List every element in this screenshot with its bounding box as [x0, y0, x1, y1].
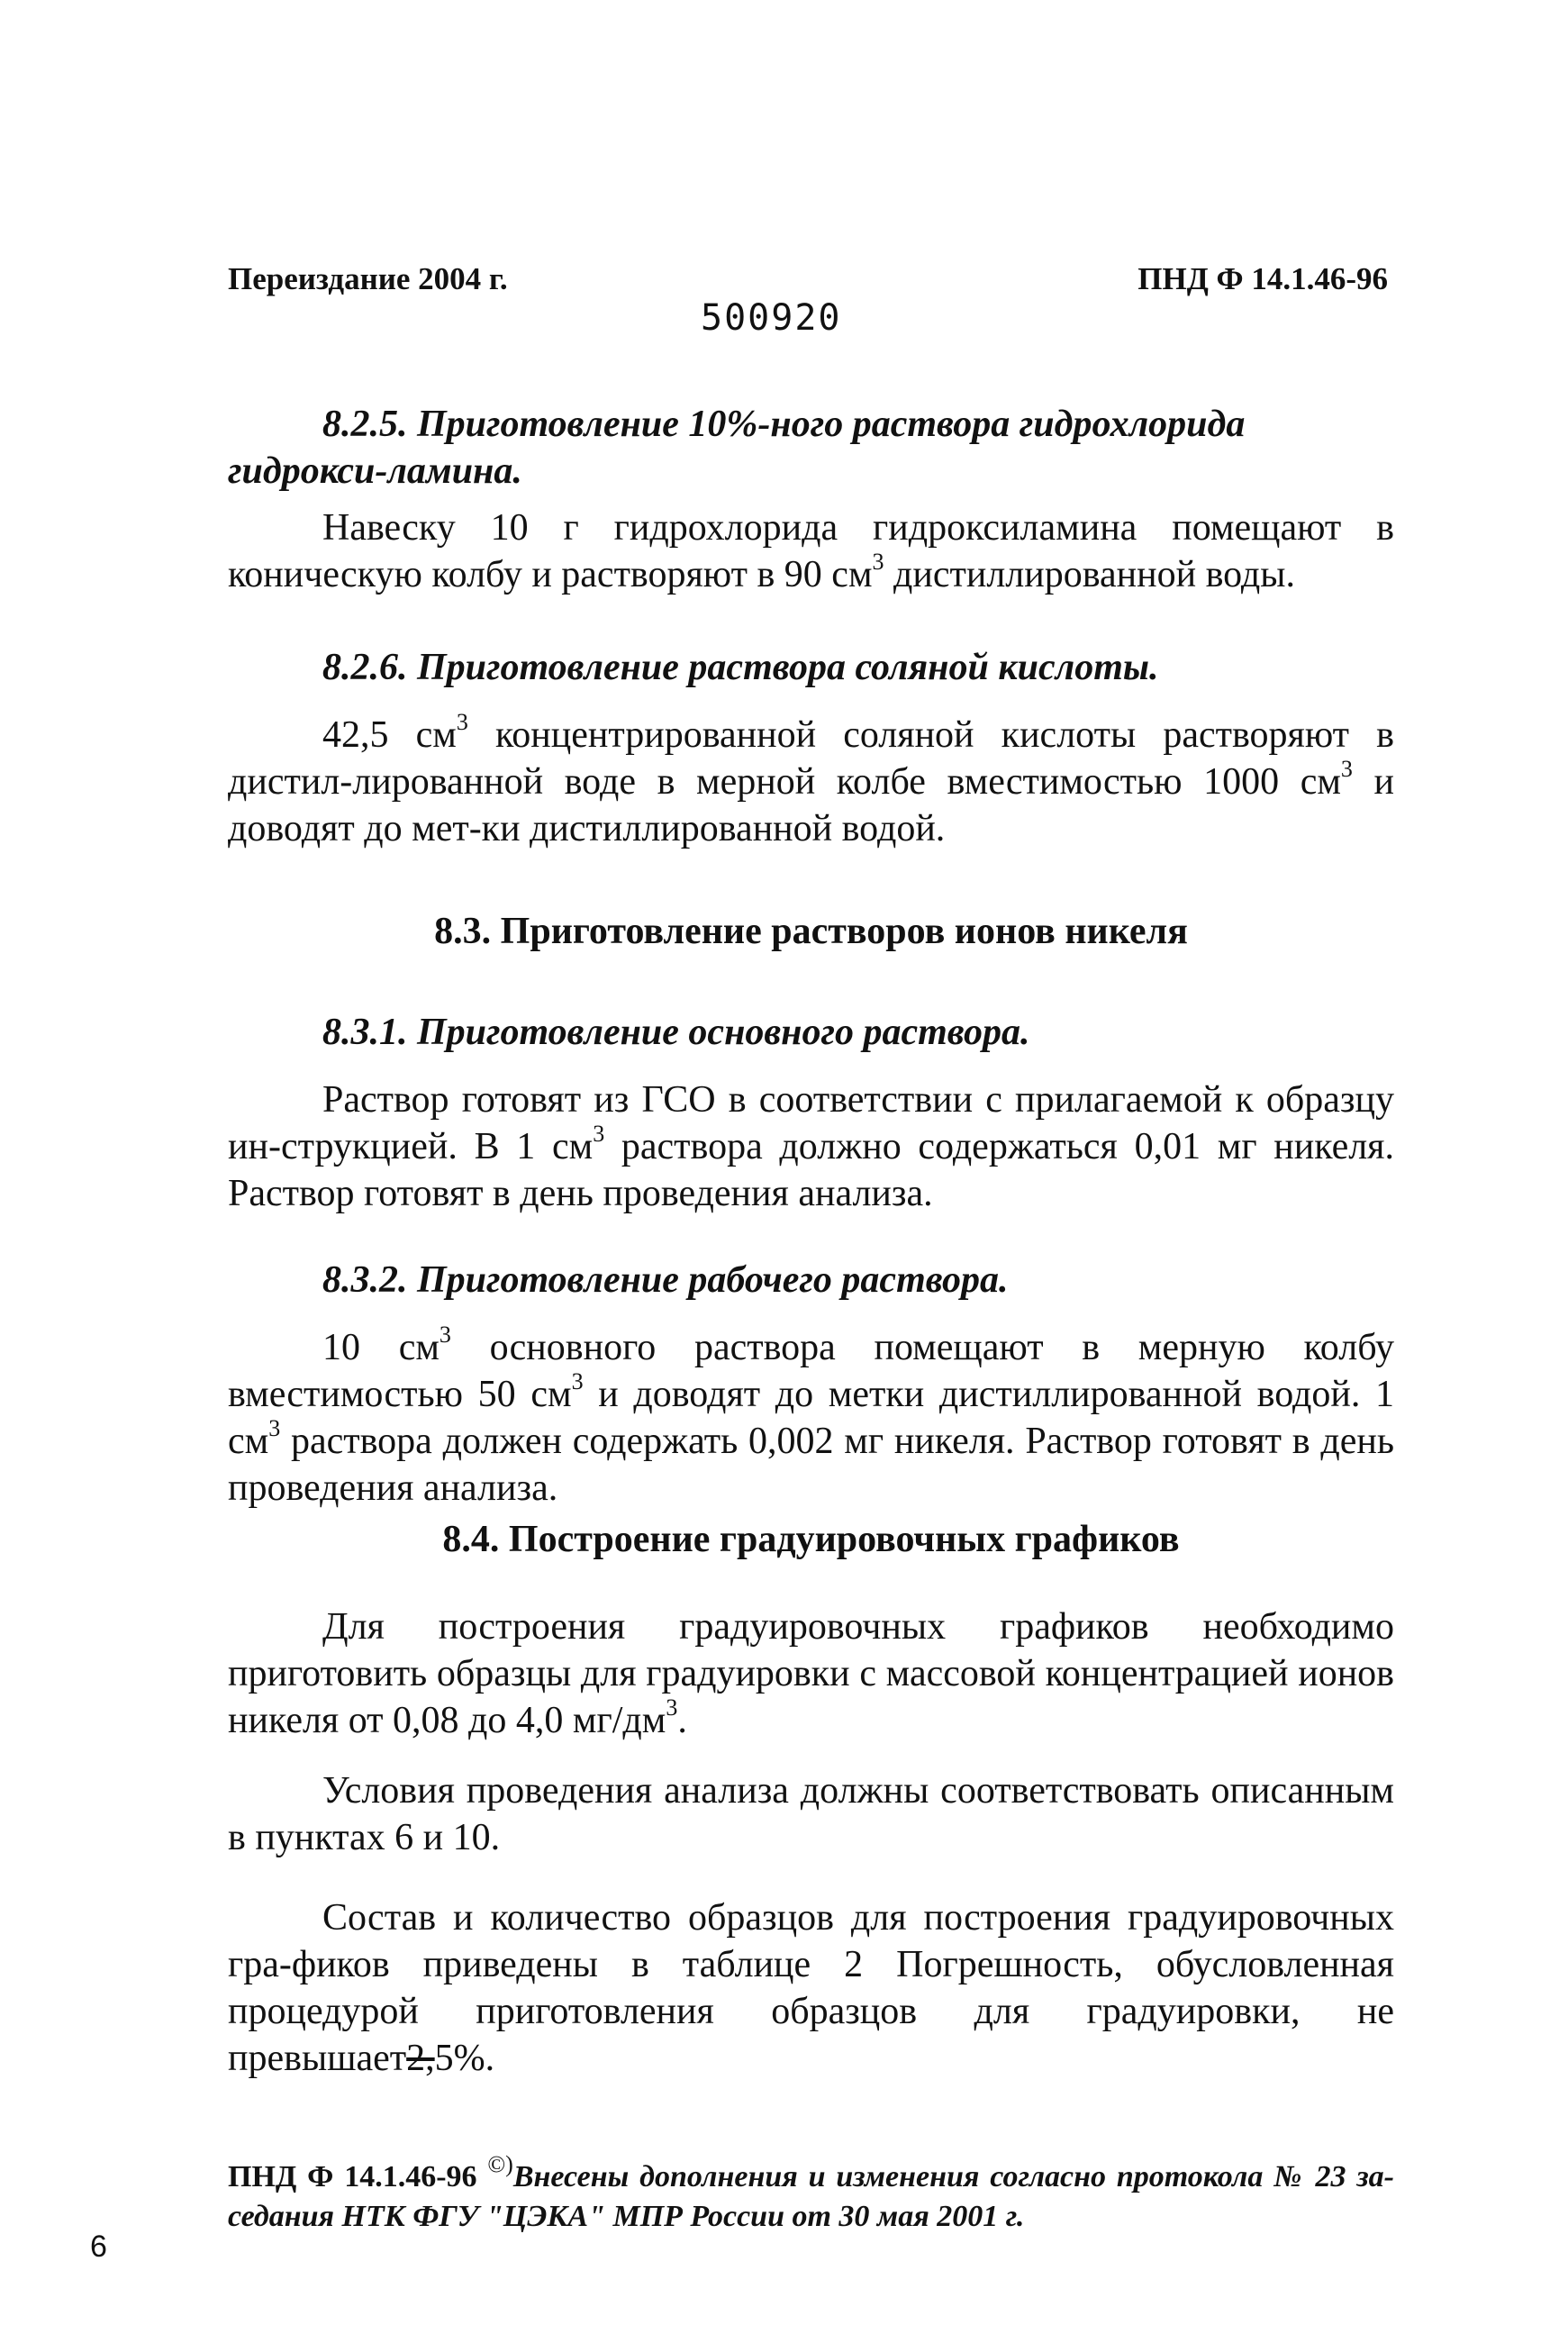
text: Условия проведения анализа должны соответствовать описанным в пунктах 6 и 10. [228, 1770, 1394, 1858]
superscript: 3 [666, 1694, 678, 1721]
edition-label: Переиздание 2004 г. [228, 261, 508, 296]
heading-8-3-2: 8.3.2. Приготовление рабочего раствора. [322, 1259, 1009, 1301]
stamp-number: 500920 [701, 297, 842, 339]
paragraph-8-3-1 [228, 1076, 1394, 1217]
paragraph-8-4-conditions [228, 1767, 1394, 1861]
section-heading-8-4: 8.4. Построение градуировочных графиков [442, 1519, 1180, 1560]
paragraph-8-4-range [228, 1603, 1394, 1744]
text: дистиллированной воды. [884, 554, 1296, 595]
paragraph-8-2-5 [228, 504, 1394, 598]
text: Навеску 10 г гидрохлорида гидроксиламина помещают в коническую колбу и растворяют в 90 см [228, 507, 1394, 595]
footnote-text: Внесены дополнения и изменения согласно протокола № 23 за-седания НТК ФГУ "ЦЭКА" МПР России от 30 мая 2001 г. [228, 2160, 1394, 2233]
text: Состав и количество образцов для построения градуировочных гра-фиков приведены в таблице 2 Погрешность, обусловленная процедурой приготовления образцов для градуировки, не превышает [228, 1897, 1394, 2079]
text: 42,5 см [322, 714, 457, 756]
paragraph-8-3-2 [228, 1321, 1394, 1512]
superscript: 3 [456, 709, 468, 735]
paragraph-8-4-composition [228, 1894, 1394, 2082]
text: раствора должно содержаться 0,01 мг никеля. Раствор готовят в день проведения анализа. [228, 1126, 1394, 1214]
text: и доводят до метки дистиллированной водой. 1 см [228, 1374, 1394, 1462]
text: концентрированной соляной кислоты растворяют в дистил-лированной воде в мерной колбе вместимостью 1000 см [228, 714, 1394, 803]
text: Для построения градуировочных графиков необходимо приготовить образцы для градуировки с массовой концентрацией ионов никеля от 0,08 до 4,0 мг/дм [228, 1606, 1394, 1741]
text: основного раствора помещают в мерную колбу вместимостью 50 см [228, 1327, 1394, 1415]
section-heading-8-3: 8.3. Приготовление растворов ионов никеля [434, 911, 1188, 952]
superscript: 3 [268, 1415, 281, 1441]
text: и доводят до мет-ки дистиллированной водой. [228, 761, 1394, 849]
document-code: ПНД Ф 14.1.46-96 [1137, 261, 1388, 296]
superscript: 3 [571, 1368, 584, 1394]
footnote-code: ПНД Ф 14.1.46-96 [228, 2160, 488, 2193]
superscript: 3 [1340, 756, 1353, 782]
superscript: 3 [593, 1121, 605, 1147]
heading-8-2-6: 8.2.6. Приготовление раствора соляной кислоты. [322, 647, 1159, 688]
paragraph-8-2-6 [228, 709, 1394, 852]
page-number: 6 [90, 2230, 107, 2264]
text: 10 см [322, 1327, 440, 1368]
footnote-mark: ©) [487, 2150, 513, 2177]
text: . [677, 1700, 687, 1741]
superscript: 3 [872, 549, 884, 575]
heading-8-3-1: 8.3.1. Приготовление основного раствора. [322, 1012, 1030, 1053]
text: раствора должен содержать 0,002 мг никеля. Раствор готовят в день проведения анализа. [228, 1421, 1394, 1509]
superscript: 3 [439, 1321, 451, 1348]
struck-text: 2, [406, 2038, 435, 2079]
text: Раствор готовят из ГСО в соответствии с прилагаемой к образцу ин-струкцией. В 1 см [228, 1079, 1394, 1167]
text: 5%. [434, 2038, 495, 2079]
heading-8-2-5: 8.2.5. Приготовление 10%-ного раствора гидрохлорида гидрокси-ламина. [228, 404, 1246, 492]
footnote [228, 2150, 1394, 2237]
